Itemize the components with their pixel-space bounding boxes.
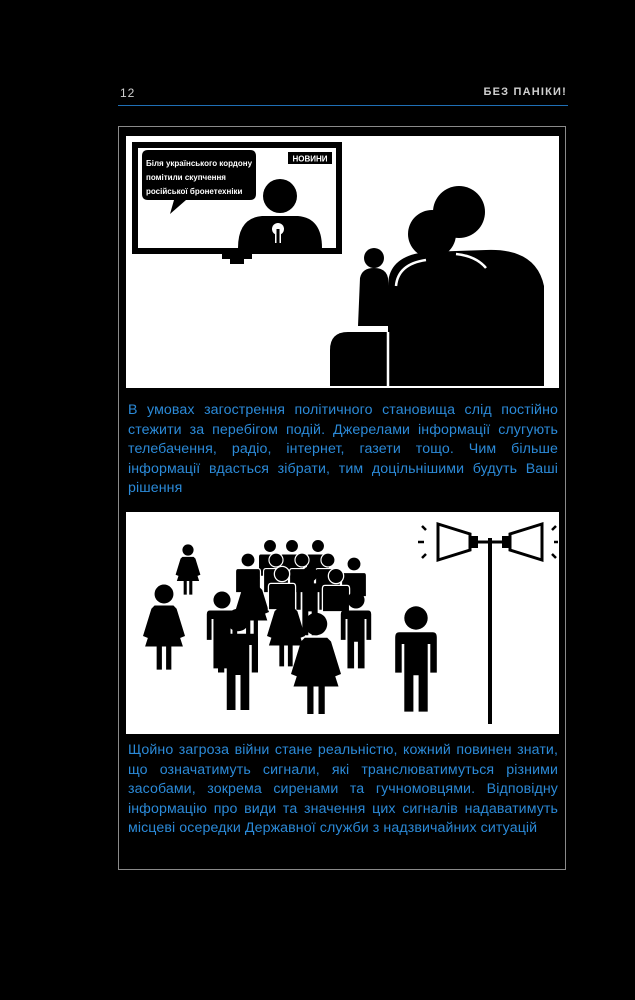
sofa-arm [330,332,388,386]
tv-news-illustration [126,136,559,388]
crowd-loudspeaker-illustration [126,512,559,734]
child-head [364,248,384,268]
bubble-line-1: Біля українського кордону [146,159,253,168]
loudspeaker-right [502,524,558,560]
news-badge-label: НОВИНИ [292,154,328,164]
child-body [358,268,388,326]
loudspeaker-left [418,524,478,560]
presenter-head [263,179,297,213]
header-rule [118,105,568,106]
person-man-right [395,606,437,711]
person-distant-woman [176,544,201,594]
loudspeaker-pole [488,538,492,724]
caption-information-sources: В умовах загострення політичного становища слід постійно стежити за перебігом подій. Джерелами інформації слугують телебачення, радіо, інтернет, газети тощо. Чим більше інформації вдасться зібрати, тим доцільнішими будуть Ваші рішення [128,402,558,496]
bubble-line-3: російської бронетехніки [146,187,243,196]
person-woman-left [143,585,185,670]
running-header: БЕЗ ПАНІКИ! [483,86,567,98]
viewer-head-1 [408,210,456,258]
viewers-bodies [388,250,544,386]
page-number: 12 [120,86,136,100]
caption-warning-signals: Щойно загроза війни стане реальністю, кожний повинен знати, що означатимуть сигнали, які транслюватимуться різними засобами, зокрема сиренами та гучномовцями. Відповідну інформацію про види та значення цих сигналів надаватимуть місцеві осередки Державної служби з надзвичайних ситуацій [128,742,558,836]
bubble-line-2: помітили скупчення [146,173,226,182]
